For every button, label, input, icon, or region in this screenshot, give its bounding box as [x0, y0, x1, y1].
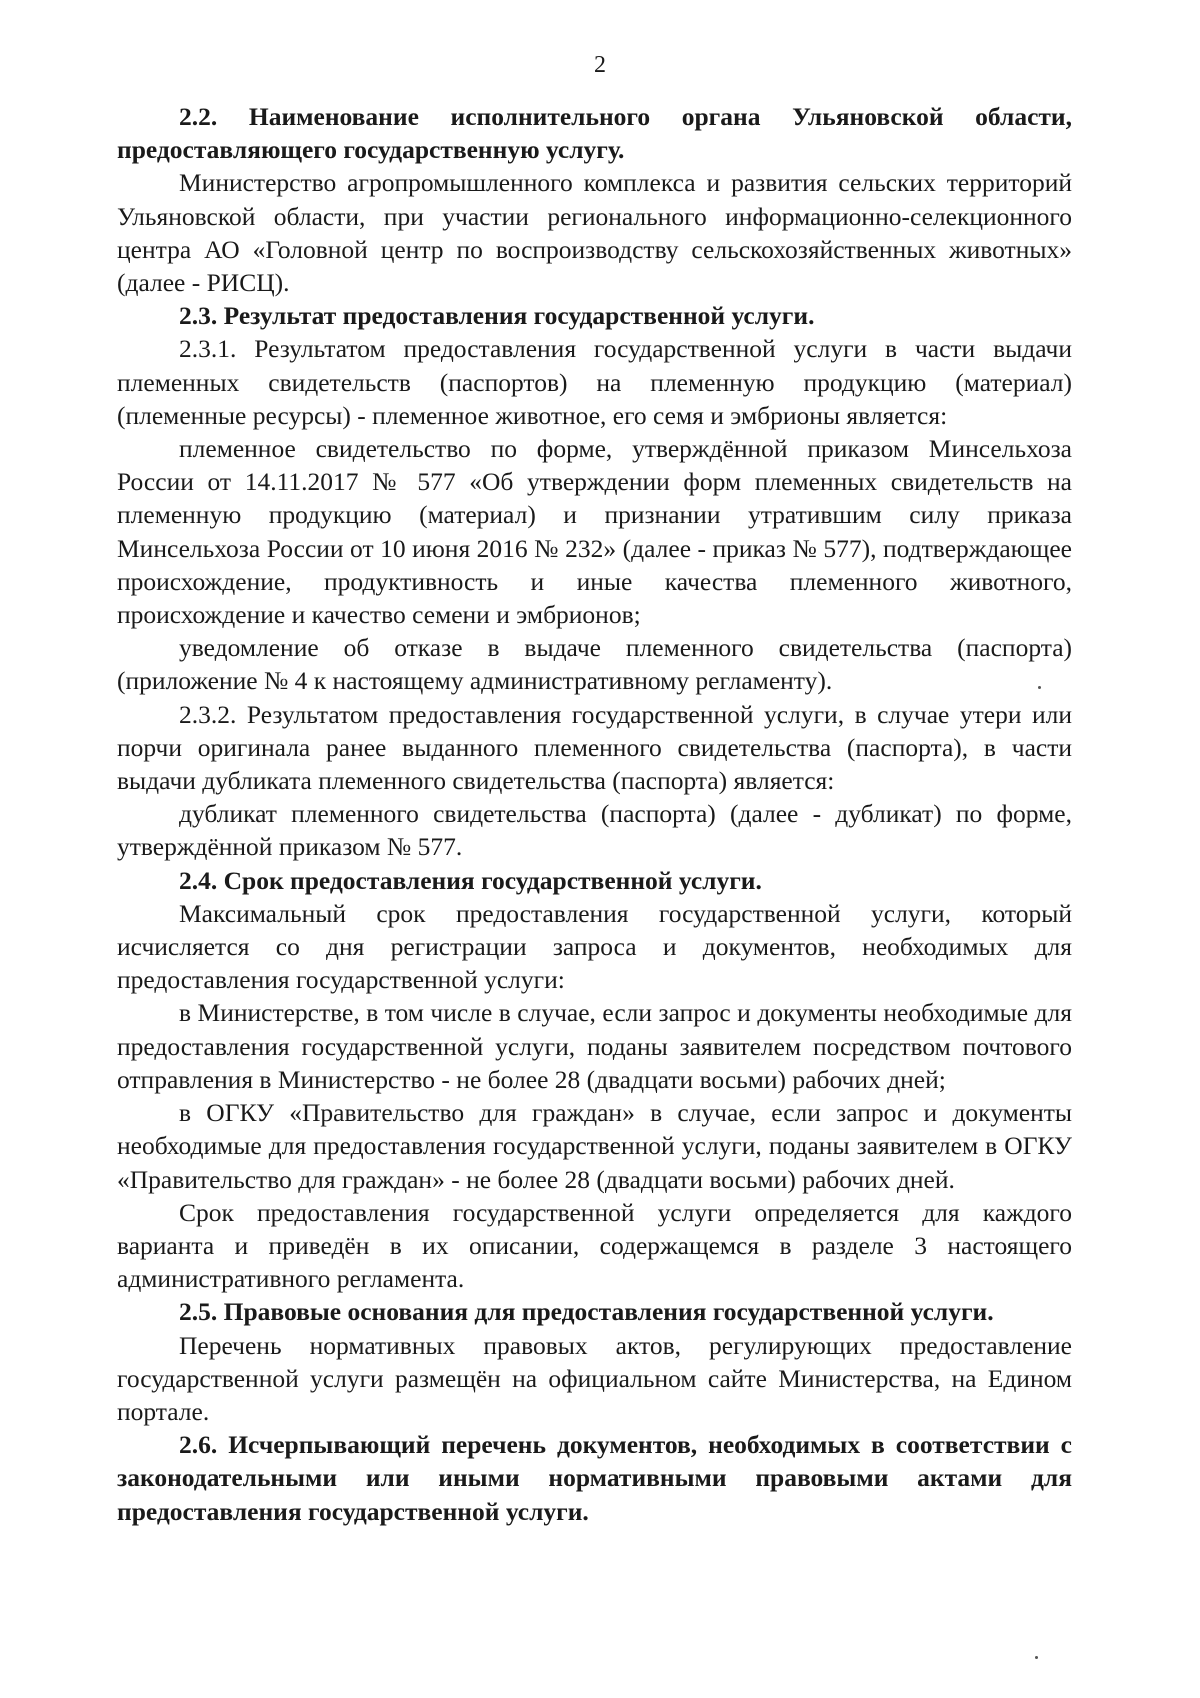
paragraph-refusal-notice: уведомление об отказе в выдаче племенного свидетельства (паспорта) (приложение № 4 к настоящему административному регламенту). — [117, 633, 1072, 696]
section-heading-2-6: 2.6. Исчерпывающий перечень документов, необходимых в соответствии с законодательными или иными нормативными правовыми актами для предоставления государственной услуги. — [117, 1430, 1072, 1526]
paragraph-duplicate: дубликат племенного свидетельства (паспорта) (далее - дубликат) по форме, утверждённой приказом № 577. — [117, 799, 1072, 862]
paragraph-breeding-certificate: племенное свидетельство по форме, утверждённой приказом Минсельхоза России от 14.11.2017 № 577 «Об утверждении форм племенных свидетельств на племенную продукцию (материал) и признании утратившим силу приказа Минсельхоза России от 10 июня 2016 № 232» (далее - приказ № 577), подтверждающее происхождение, продуктивность и иные качества племенного животного, происхождение и качество семени и эмбрионов; — [117, 434, 1072, 630]
paragraph-2-3-1: 2.3.1. Результатом предоставления государственной услуги в части выдачи племенных свидетельств (паспортов) на племенную продукцию (материал) (племенные ресурсы) - племенное животное, его семя и эмбрионы является: — [117, 334, 1072, 430]
paragraph-term-variant: Срок предоставления государственной услуги определяется для каждого варианта и приведён в их описании, содержащемся в разделе 3 настоящего административного регламента. — [117, 1197, 1072, 1294]
scan-speck — [1038, 686, 1041, 689]
section-heading-2-5: 2.5. Правовые основания для предоставления государственной услуги. — [179, 1297, 994, 1327]
paragraph-ogku-term: в ОГКУ «Правительство для граждан» в случае, если запрос и документы необходимые для предоставления государственной услуги, поданы заявителем в ОГКУ «Правительство для граждан» - не более 28 (двадцати восьми) рабочих дней. — [117, 1098, 1072, 1194]
paragraph-max-term: Максимальный срок предоставления государственной услуги, который исчисляется со дня регистрации запроса и документов, необходимых для предоставления государственной услуги: — [117, 898, 1072, 995]
paragraph-legal-acts: Перечень нормативных правовых актов, регулирующих предоставление государственной услуги размещён на официальном сайте Министерства, на Едином портале. — [117, 1330, 1072, 1426]
paragraph-ministry-term: в Министерстве, в том числе в случае, если запрос и документы необходимые для предоставления государственной услуги, поданы заявителем посредством почтового отправления в Министерство - не более 28 (двадцати восьми) рабочих дней; — [117, 998, 1072, 1094]
document-body — [117, 100, 1072, 1528]
section-heading-2-3: 2.3. Результат предоставления государственной услуги. — [179, 301, 815, 331]
paragraph-ministry: Министерство агропромышленного комплекса и развития сельских территорий Ульяновской области, при участии регионального информационно-селекционного центра АО «Головной центр по воспроизводству сельскохозяйственных животных» (далее - РИСЦ). — [117, 168, 1072, 298]
paragraph-2-3-2: 2.3.2. Результатом предоставления государственной услуги, в случае утери или порчи оригинала ранее выданного племенного свидетельства (паспорта), в части выдачи дубликата племенного свидетельства (паспорта) является: — [117, 699, 1072, 796]
page-number: 2 — [594, 52, 606, 78]
section-heading-2-2: 2.2. Наименование исполнительного органа Ульяновской области, предоставляющего государственную услугу. — [117, 102, 1072, 165]
scan-speck — [1035, 1656, 1038, 1659]
section-heading-2-4: 2.4. Срок предоставления государственной услуги. — [179, 865, 762, 895]
